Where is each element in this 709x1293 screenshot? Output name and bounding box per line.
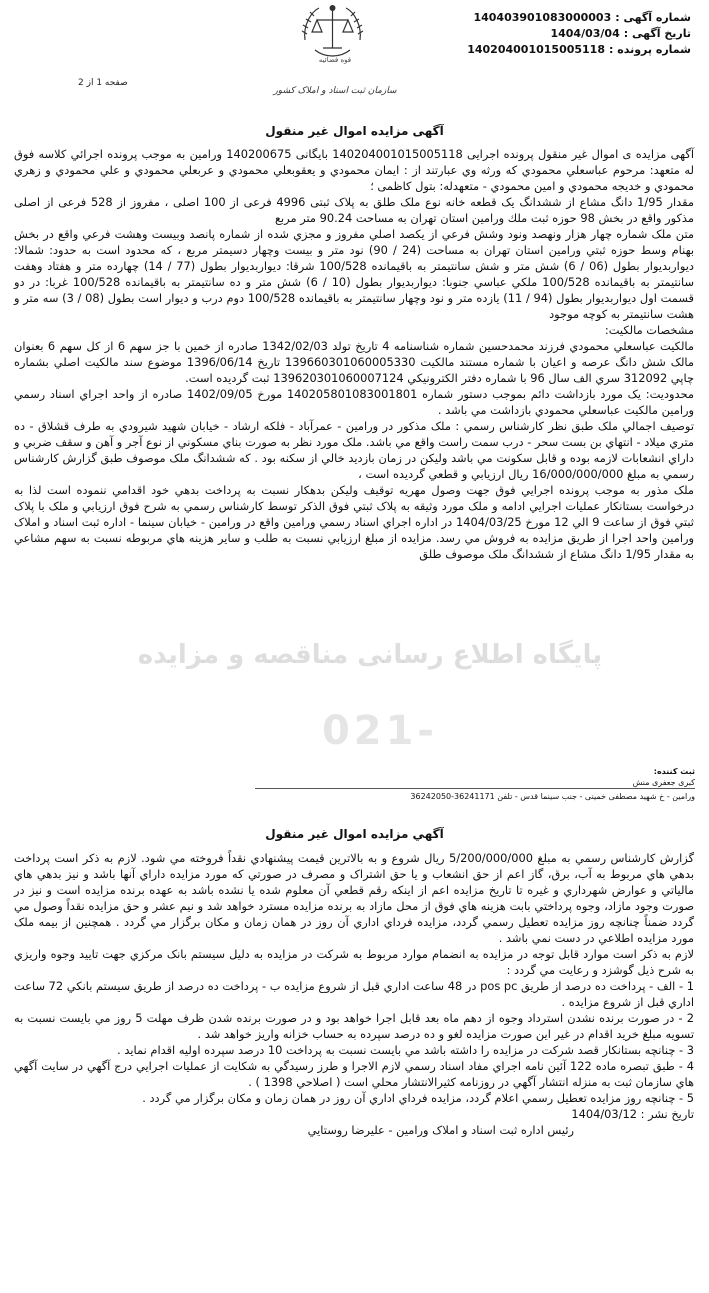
judiciary-emblem-icon — [285, 0, 380, 90]
notice-1-paragraph: ملک مذور به موجب پرونده اجرايي فوق جهت وصول مهريه توقيف وليکن بدهکار نسبت به پرداخت بدهي خود اقدامي ننموده است لذا به درخواست بستانکار عمليات اجرايي ادامه و ملک مورد وثيقه به پلاک ثبتي فوق الذکر توسط کارشناس رسمي به شرح فوق ارزيابي و ملک با پلاک ثبتي فوق از ساعت 9 الي 12 مورخ 1404/03/25 در اداره اجراي اسناد رسمي ورامين واقع در ورامين - خيابان سينما - اداره ثبت اسناد و املاک ورامين واحد اجرا از طريق مزايده به فروش مي رسد. مزايده از مبلغ ارزيابي نسبت به طلب و ساير هزينه هاي مربوطه نسبت به سهم مشاعي به مقدار 1/95 دانگ مشاع از ششدانگ ملک موصوف طلق — [14, 483, 694, 561]
ad-number: 140403901083000003 — [473, 11, 612, 24]
publish-date-label: تاريخ نشر : — [640, 1107, 694, 1121]
ad-date: 1404/03/04 — [550, 27, 620, 40]
notice-1-paragraph: محدوديت: يک مورد بازداشت دائم بموجب دستور شماره 140205801083001801 مورخ 1402/09/05 صادره از واحد اجراي اسناد رسمي ورامين مالکيت عباسعلي محمودي بازداشت مي باشد . — [14, 387, 694, 417]
org-line-2: سازمان ثبت اسناد و املاک کشور — [273, 86, 397, 96]
notice-2-paragraph: 3 - چنانچه بستانکار قصد شرکت در مزايده را داشته باشد مي بايست نسبت به پرداخت 10 درصد سپرده اوليه اقدام نمايد . — [117, 1043, 694, 1057]
watermark-text: پایگاه اطلاع رسانی مناقصه و مزایده — [137, 640, 603, 670]
notice-1-paragraph: متن ملک شماره چهار هزار ونهصد ونود وشش فرعي از يکصد اصلي مفروز و مجزي شده از شماره پانصد وبيست وهشت فرعي واقع در بخش بهنام وسط حوزه ثبتي ورامين استان تهران به مساحت (24 / 90) نود متر و بيست وچهار دسيمتر مربع ، که محدود است به حدود: شمالا: ديواربديوار بطول (06 / 6) شش متر و شش سانتيمتر به باقيمانده 100/528 شرقا: ديواربديوار بطول (77 / 14) چهارده متر و هفتاد وهفت سانتيمتر به باقيمانده 100/528 ملکي عباسي جنوبا: ديواربديوار بطول (10 / 6) شش متر و ده سانتيمتر به باقيمانده 100/528 غربا: در دو قسمت اول ديواربديوار بطول (94 / 11) يازده متر و نود وچهار سانتيمتر به باقيمانده 100/528 دوم درب و ديوار است بطول (08 / 3) سه متر و هشت سانتيمتر به کوچه موجود — [14, 227, 695, 321]
issuer-label: ثبت کننده: — [653, 767, 695, 776]
notice-2-paragraph: 4 - طبق تبصره ماده 122 آئين نامه اجراي مفاد اسناد رسمي لازم الاجرا و طرز رسيدگي به شکايت از عمليات اجرايي درج آگهي در سايت آگهي هاي سازمان ثبت به منزله انتشار آگهي در روزنامه کثيرالانتشار محلي است ( اصلاحي 1398 ) . — [14, 1059, 694, 1089]
notice-1-paragraph: مالکيت عباسعلي محمودي فرزند محمدحسين شماره شناسنامه 4 تاريخ تولد 1342/02/03 صادره از خمين با جز سهم 6 از کل سهم 6 بعنوان مالک شش دانگ عرصه و اعيان با شماره مستند مالکیت 139660301060005330 تاريخ 1396/06/14 موضوع سند مالکيت اصلي بشماره چاپي 312092 سري الف سال 96 با شماره دفتر الکترونيکي 139620301060007124 ثبت گرديده است. — [14, 339, 694, 385]
case-number: 140204001015005118 — [467, 43, 605, 56]
issuer-name: کبری جعفری منش — [632, 778, 695, 787]
notice-1-title: آگهی مزایده اموال غیر منقول — [265, 124, 444, 138]
header-meta — [461, 10, 691, 58]
notice-2-title: آگهي مزايده اموال غير منقول — [265, 827, 444, 841]
watermark-phone: 021- — [321, 708, 439, 754]
org-line-1: قوه قضائیه — [318, 56, 352, 64]
case-number-row — [461, 42, 691, 58]
publish-date-row — [14, 1106, 694, 1122]
notice-2-paragraph: 5 - چنانچه روز مزايده تعطيل رسمي اعلام گردد، مزايده فرداي اداري آن روز در همان زمان و مکان برگزار مي گردد . — [142, 1091, 694, 1105]
notice-2-paragraph: 1 - الف - پرداخت ده درصد از طريق pos pc در 48 ساعت اداري قبل از شروع مزايده ب - پرداخت ده درصد از طريق سيستم بانکي 72 ساعت اداري قبل از شروع مزايده . — [14, 979, 694, 1009]
issuer-address: ورامین - خ شهید مصطفی خمینی - جنب سینما قدس - تلفن 36241171-36242050 — [410, 792, 695, 801]
notice-2-paragraph: گزارش کارشناس رسمي به مبلغ 5/200/000/000 ريال شروع و به بالاترين قيمت پيشنهادي نقداً فروخته مي شود. لازم به ذکر است پرداخت بدهي هاي مربوط به آب، برق، گاز اعم از حق انشعاب و يا حق اشتراک و مصرف در صورتي که مورد مزايده داراي آنها باشد و نيز بدهي هاي مالياتي و عوارض شهرداري و غيره تا تاريخ مزايده اعم از اينکه رقم قطعي آن معلوم شده يا نشده باشد به عهده برنده مزايده است و نيز در صورت وجود مازاد، وجوه پرداختي بابت هزينه هاي فوق از محل مازاد به برنده مزايده مسترد خواهد شد و نيم عشر و حق مزايده نقداً وصول مي گردد ضمناً چنانچه روز مزايده تعطيل رسمي گردد، مزايده فرداي اداري آن روز در همان زمان و مکان برگزار مي گردد . همچنين از بيمه ملک مورد مزايده اطلاعي در دست نمي باشد . — [14, 851, 694, 945]
notice-2-body — [14, 850, 694, 1138]
ad-date-label: تاریخ آگهی : — [623, 27, 691, 40]
ad-date-row — [461, 26, 691, 42]
notice-1-paragraph: توصيف اجمالي ملک طبق نظر کارشناس رسمي : ملک مذکور در ورامين - عمرآباد - فلکه ارشاد - خيابان شهيد شيرودي به طرف قشلاق - ده متري ميلاد - انتهاي بن بست سحر - درب سمت راست واقع مي باشد. ملک مورد نظر به صورت بناي مسکوني از نوع آجر و آهن و سقف ضربي و داراي انشعابات لازمه بوده و قابل سکونت مي باشد وليکن در زمان بازديد خالي از سکنه بود . که ششدانگ ملک موصوف طبق گزارش کارشناس رسمي به مبلغ 16/000/000/000 ريال ارزيابي و قطعي گرديده است ، — [14, 419, 694, 481]
notice-2-paragraph: لازم به ذکر است موارد قابل توجه در مزايده به انضمام موارد مربوط به شرکت در مزايده به دليل سيستم بانک مرکزي جهت تاييد وجوه واريزي به شرح ذيل گوشزد و رعايت مي گردد : — [14, 947, 694, 977]
publish-date: 1404/03/12 — [571, 1107, 637, 1121]
issuer-footer — [255, 766, 695, 788]
ad-number-row — [461, 10, 691, 26]
notice-1-body — [14, 146, 694, 562]
case-number-label: شماره پرونده : — [609, 43, 691, 56]
footer-divider — [255, 788, 695, 789]
signature: رئيس اداره ثبت اسناد و املاک ورامين - عليرضا روستايي — [307, 1123, 574, 1137]
notice-1-paragraph: مقدار 1/95 دانگ مشاع از ششدانگ يک قطعه خانه نوع ملک طلق به پلاک ثبتی 4996 فرعی از 100 اصلی ، مفروز از 528 فرعی از اصلی مذکور واقع در بخش 98 حوزه ثبت ملك ورامين استان تهران به مساحت 90.24 متر مربع — [14, 195, 694, 225]
issuer-row — [255, 766, 695, 777]
notice-2-paragraph: 2 - در صورت برنده نشدن استرداد وجوه از دهم ماه بعد قابل اجرا خواهد بود و در صورت برنده شدن ظرف مهلت 5 روز مي بايست نسبت به تسويه مبلغ خريد اقدام در غير اين صورت مزايده لغو و ده درصد سپرده به حساب خزانه واريز خواهد شد . — [14, 1011, 695, 1041]
page-number: صفحه 1 از 2 — [78, 78, 128, 88]
notice-1-paragraph: آگهی مزایده ی اموال غیر منقول پرونده اجرایی 140204001015005118 بایگانی 140200675 ورامین به موجب پرونده اجرائي كلاسه فوق له متعهد: مرحوم عباسعلي محمودي كه ورثه وي عبارتند از : ايمان محمودي و يعقوبعلي محمودي و عربعلي محمودي و علي محمودي و زهري محمودي و خديجه محمودي و امين محمودي - متعهدله: بتول کاظمی ؛ — [14, 147, 694, 193]
ad-number-label: شماره آگهی : — [615, 11, 691, 24]
notice-1-paragraph: مشخصات مالکیت: — [604, 323, 694, 337]
